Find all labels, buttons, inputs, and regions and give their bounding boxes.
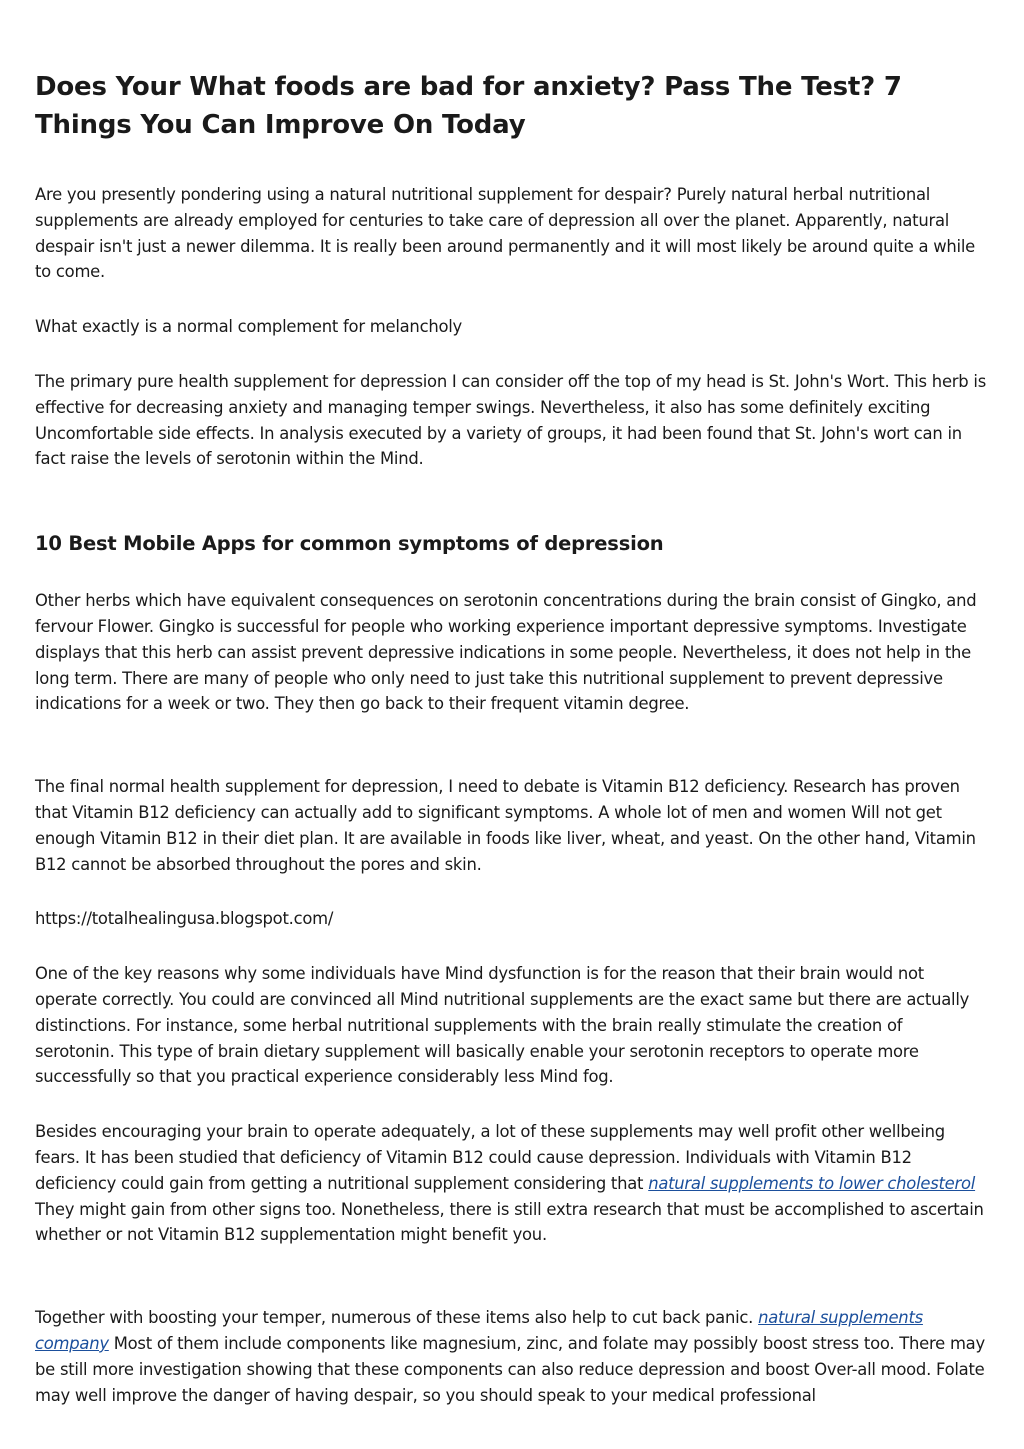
link-lower-cholesterol[interactable]: natural supplements to lower cholesterol [648,1173,976,1193]
paragraph-intro: Are you presently pondering using a natural nutritional supplement for despair? Purely natural herbal nutritional supplements are already employed for centuries to take care of depression all over the planet. Apparently, natural despair isn't just a newer dilemma. It is really been around permanently and it will most likely be around quite a while to come. [35,185,975,282]
paragraph-vitamin-b12: The final normal health supplement for depression, I need to debate is Vitamin B12 deficiency. Research has proven that Vitamin B12 deficiency can actually add to significant symptoms. A whole lot of men and women Will not get enough Vitamin B12 in their diet plan. It are available in foods like liver, wheat, and yeast. On the other hand, Vitamin B12 cannot be absorbed throughout the pores and skin. [35,777,976,874]
section-heading: 10 Best Mobile Apps for common symptoms of depression [35,532,664,556]
article-title: Does Your What foods are bad for anxiety? Pass The Test? 7 Things You Can Improve On Today [35,72,902,140]
url-line: https://totalhealingusa.blogspot.com/ [35,909,334,929]
paragraph-text: Most of them include components like magnesium, zinc, and folate may possibly boost stress too. There may be still more investigation showing that these components can also reduce depression and boost Over-all mood. Folate may well improve the danger of having despair, so you should speak to your medical professional [35,1333,985,1405]
paragraph-gingko: Other herbs which have equivalent consequences on serotonin concentrations during the brain consist of Gingko, and fervour Flower. Gingko is successful for people who working experience important depressive symptoms. Investigate displays that this herb can assist prevent depressive indications in some people. Nevertheless, it does not help in the long term. There are many of people who only need to just take this nutritional supplement to prevent depressive indications for a week or two. They then go back to their frequent vitamin degree. [35,591,977,714]
paragraph-brain-dysfunction: One of the key reasons why some individuals have Mind dysfunction is for the reason that their brain would not operate correctly. You could are convinced all Mind nutritional supplements are the exact same but there are actually distinctions. For instance, some herbal nutritional supplements with the brain really stimulate the creation of serotonin. This type of brain dietary supplement will basically enable your serotonin receptors to operate more successfully so that you practical experience considerably less Mind fog. [35,964,970,1087]
paragraph-question: What exactly is a normal complement for melancholy [35,317,463,337]
paragraph-wellbeing [35,1119,986,1248]
paragraph-text: Together with boosting your temper, numerous of these items also help to cut back panic. [35,1308,759,1328]
link-supplements-company[interactable]: natural supplements company [35,1308,923,1353]
paragraph-text: Besides encouraging your brain to operate adequately, a lot of these supplements may well profit other wellbeing fears. It has been studied that deficiency of Vitamin B12 could cause depression. Individuals with Vitamin B12 deficiency could gain from getting a nutritional supplement considering that [35,1122,945,1193]
paragraph-mood [35,1305,986,1408]
paragraph-st-johns-wort: The primary pure health supplement for depression I can consider off the top of my head is St. John's Wort. This herb is effective for decreasing anxiety and managing temper swings. Nevertheless, it also has some definitely exciting Uncomfortable side effects. In analysis executed by a variety of groups, it had been found that St. John's wort can in fact raise the levels of serotonin within the Mind. [35,371,986,469]
paragraph-text: They might gain from other signs too. Nonetheless, there is still extra research that must be accomplished to ascertain whether or not Vitamin B12 supplementation might benefit you. [35,1199,984,1245]
